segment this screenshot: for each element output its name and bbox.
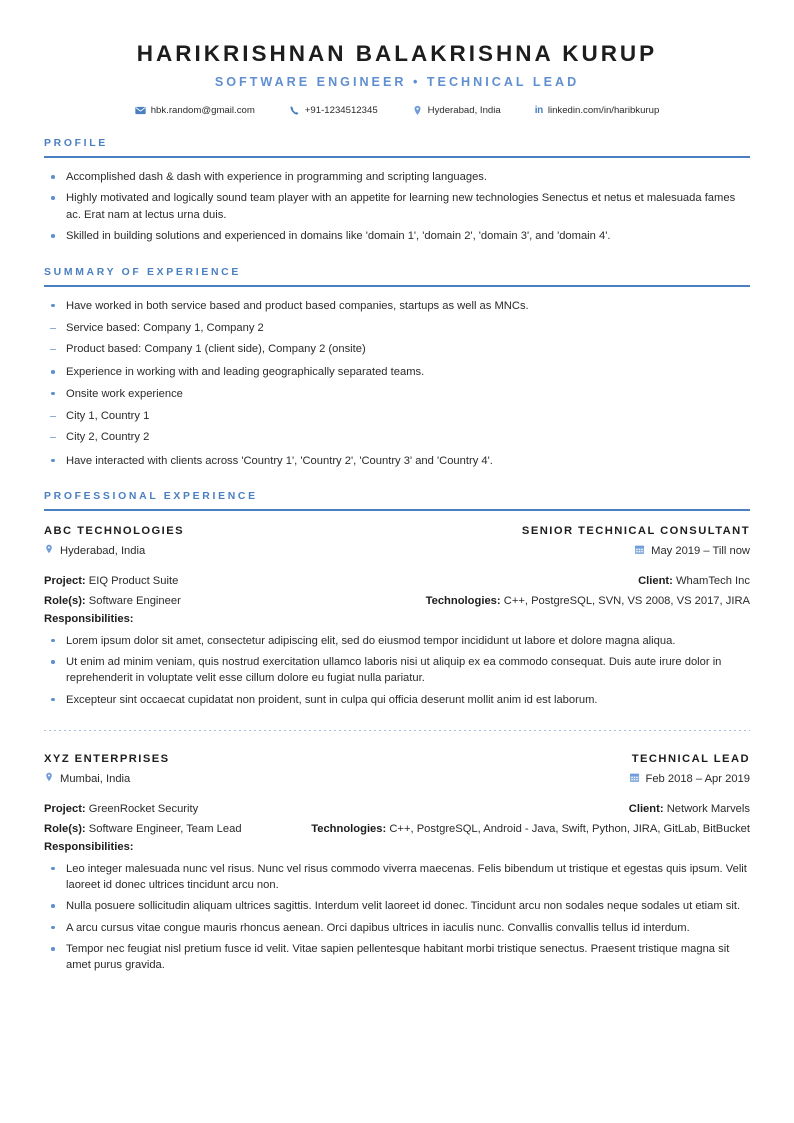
list-item: Excepteur sint occaecat cupidatat non proident, sunt in culpa qui officia deserunt mollit anim id est laborum. — [44, 692, 750, 708]
section-title-profile: PROFILE — [44, 138, 108, 150]
roles-label: Role(s): — [44, 822, 86, 835]
contact-location — [412, 105, 501, 116]
project-field — [44, 801, 198, 818]
list-item: Have interacted with clients across 'Country 1', 'Country 2', 'Country 3' and 'Country 4'. — [44, 453, 750, 469]
summary-sublist-cities — [44, 408, 750, 446]
client-label: Client: — [628, 803, 664, 816]
contact-email-text: hbk.random@gmail.com — [150, 105, 255, 117]
job-role-title: SENIOR TECHNICAL CONSULTANT — [521, 525, 750, 538]
resume-header — [44, 40, 750, 116]
location-pin-icon — [44, 543, 54, 558]
job-details — [44, 573, 750, 708]
contact-email[interactable] — [135, 105, 255, 116]
roles-label: Role(s): — [44, 594, 86, 607]
location-pin-icon — [44, 771, 54, 786]
linkedin-icon: in — [534, 104, 543, 116]
job-detail-row — [44, 821, 750, 838]
contact-phone[interactable] — [289, 105, 378, 116]
technologies-value: C++, PostgreSQL, Android - Java, Swift, Python, JIRA, GitLab, BitBucket — [389, 822, 750, 835]
calendar-icon — [629, 772, 640, 786]
job-location-text: Mumbai, India — [60, 772, 131, 785]
job-location-text: Hyderabad, India — [60, 544, 146, 557]
contact-linkedin-text: linkedin.com/in/haribkurup — [547, 105, 660, 117]
list-item: City 1, Country 1 — [44, 408, 750, 425]
project-label: Project: — [44, 575, 86, 588]
job-detail-row — [44, 573, 750, 590]
roles-field — [44, 593, 181, 610]
section-rule — [44, 509, 750, 511]
roles-value: Software Engineer — [88, 594, 181, 607]
list-item: Have worked in both service based and product based companies, startups as well as MNCs. — [44, 298, 750, 314]
client-value: Network Marvels — [666, 803, 750, 816]
roles-field — [44, 821, 242, 838]
client-value: WhamTech Inc — [676, 575, 750, 588]
list-item: Skilled in building solutions and experienced in domains like 'domain 1', 'domain 2', 'domain 3', and 'domain 4'. — [44, 228, 750, 244]
list-item: Ut enim ad minim veniam, quis nostrud exercitation ullamco laboris nisi ut aliquip ex ea commodo consequat. Duis aute irure dolor in reprehenderit in voluptate velit esse cillum dolore eu fugiat nulla pariatur. — [44, 654, 750, 687]
profile-body — [44, 158, 750, 244]
section-summary — [44, 267, 750, 470]
section-experience — [44, 491, 750, 974]
job-company: XYZ ENTERPRISES — [44, 753, 170, 766]
summary-body — [44, 287, 750, 470]
list-item: Service based: Company 1, Company 2 — [44, 320, 750, 337]
contact-bar — [44, 105, 750, 116]
list-item: Highly motivated and logically sound team player with an appetite for learning new technologies Senectus et netus et malesuada fames ac. Erat nam at lectus urna duis. — [44, 190, 750, 223]
list-item: Lorem ipsum dolor sit amet, consectetur adipiscing elit, sed do eiusmod tempor incididunt ut labore et dolore magna aliqua. — [44, 633, 750, 649]
job-dates-text: Feb 2018 – Apr 2019 — [645, 772, 750, 785]
phone-icon — [289, 105, 300, 116]
contact-phone-text: +91-1234512345 — [304, 105, 378, 117]
summary-sublist-companies — [44, 320, 750, 358]
job-dates-text: May 2019 – Till now — [651, 544, 750, 557]
calendar-icon — [634, 544, 645, 558]
experience-entry — [44, 753, 750, 974]
technologies-value: C++, PostgreSQL, SVN, VS 2008, VS 2017, JIRA — [503, 594, 750, 607]
list-item: Onsite work experience — [44, 386, 750, 402]
email-icon — [135, 105, 146, 116]
summary-bullet-list — [44, 298, 750, 314]
client-label: Client: — [638, 575, 673, 588]
responsibilities-label: Responsibilities: — [44, 612, 134, 625]
section-title-summary: SUMMARY OF EXPERIENCE — [44, 266, 241, 278]
job-detail-row — [44, 801, 750, 818]
job-heading-row — [44, 753, 750, 765]
list-item: Tempor nec feugiat nisl pretium fusce id velit. Vitae sapien pellentesque habitant morbi tristique senectus. Praesent tristique magna sit amet purus gravida. — [44, 941, 750, 974]
roles-value: Software Engineer, Team Lead — [88, 822, 242, 835]
job-dates — [634, 544, 750, 558]
responsibilities-list — [44, 633, 750, 708]
list-item: Product based: Company 1 (client side), Company 2 (onsite) — [44, 341, 750, 358]
job-detail-row — [44, 593, 750, 610]
job-meta-row — [44, 771, 750, 786]
contact-linkedin[interactable] — [535, 105, 660, 116]
summary-bullet-list-3 — [44, 453, 750, 469]
project-label: Project: — [44, 803, 86, 816]
job-location — [44, 771, 130, 786]
job-location — [44, 543, 145, 558]
job-meta-row — [44, 543, 750, 558]
profile-bullet-list — [44, 169, 750, 244]
technologies-label: Technologies: — [311, 822, 387, 835]
technologies-field — [199, 593, 750, 610]
job-company: ABC TECHNOLOGIES — [44, 525, 185, 538]
job-divider — [44, 730, 750, 731]
project-field — [44, 573, 178, 590]
list-item: Accomplished dash & dash with experience in programming and scripting languages. — [44, 169, 750, 185]
list-item: Nulla posuere sollicitudin aliquam ultrices sagittis. Interdum velit laoreet id donec. Tincidunt arcu non sodales neque sodales ut etiam sit. — [44, 898, 750, 914]
summary-bullet-list-2 — [44, 364, 750, 402]
responsibilities-list — [44, 861, 750, 974]
technologies-field — [260, 821, 750, 838]
technologies-label: Technologies: — [425, 594, 501, 607]
location-pin-icon — [412, 105, 423, 116]
client-field — [196, 573, 750, 590]
job-details — [44, 801, 750, 974]
project-value: GreenRocket Security — [88, 803, 199, 816]
experience-entry — [44, 525, 750, 708]
responsibilities-label: Responsibilities: — [44, 840, 134, 853]
job-role-title: TECHNICAL LEAD — [631, 753, 750, 766]
client-field — [216, 801, 750, 818]
job-heading-row — [44, 525, 750, 537]
section-profile — [44, 138, 750, 244]
project-value: EIQ Product Suite — [88, 575, 179, 588]
candidate-title: SOFTWARE ENGINEER • TECHNICAL LEAD — [214, 75, 580, 90]
candidate-name: HARIKRISHNAN BALAKRISHNA KURUP — [136, 41, 658, 66]
job-dates — [629, 772, 751, 786]
list-item: Leo integer malesuada nunc vel risus. Nunc vel risus commodo viverra maecenas. Felis bibendum ut tristique et egestas quis ipsum. Velit laoreet id donec ultrices tincidunt arcu non. — [44, 861, 750, 894]
section-title-experience: PROFESSIONAL EXPERIENCE — [44, 491, 258, 503]
contact-location-text: Hyderabad, India — [427, 105, 501, 117]
list-item: Experience in working with and leading geographically separated teams. — [44, 364, 750, 380]
list-item: City 2, Country 2 — [44, 429, 750, 446]
list-item: A arcu cursus vitae congue mauris rhoncus aenean. Orci dapibus ultrices in iaculis nunc. Convallis convallis tellus id interdum. — [44, 920, 750, 936]
